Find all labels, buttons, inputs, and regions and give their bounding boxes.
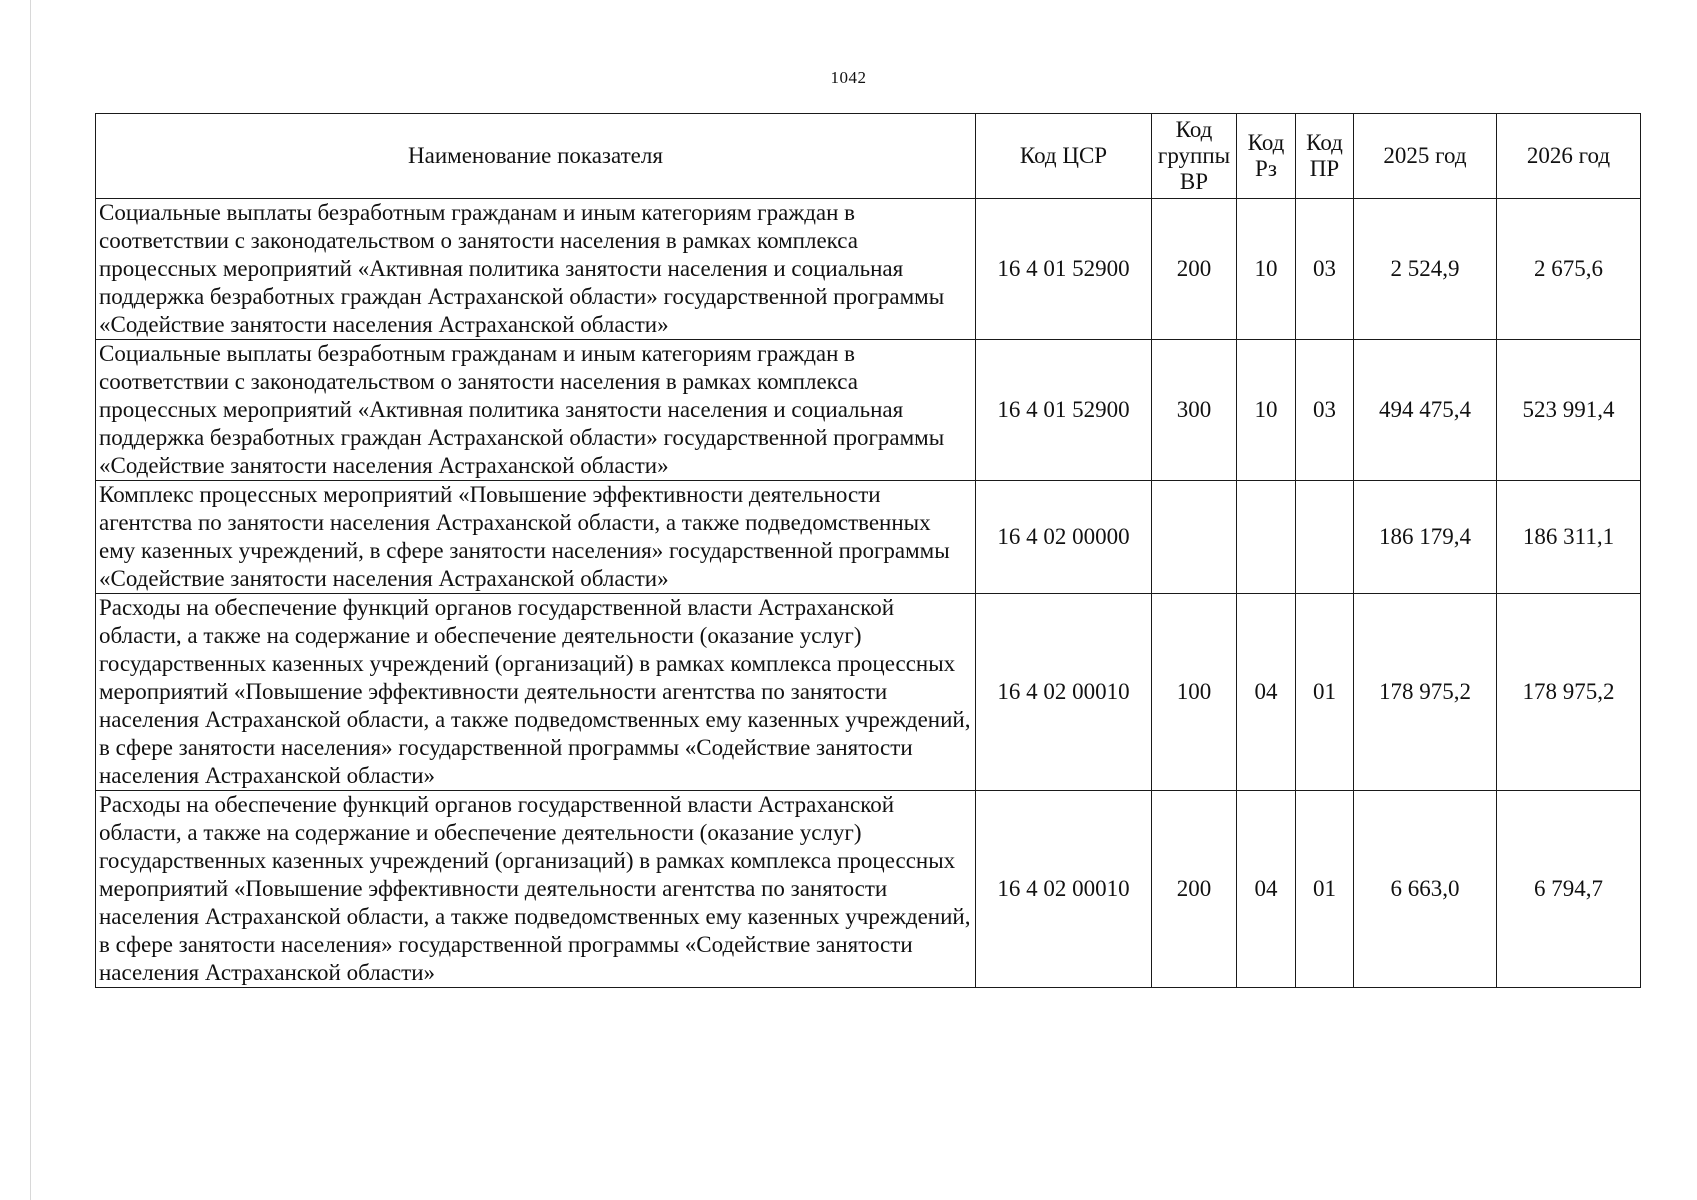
row-rz-code: 10	[1237, 340, 1296, 481]
row-csr-code: 16 4 02 00010	[976, 594, 1152, 791]
budget-table	[95, 113, 1641, 988]
row-amount-2025: 178 975,2	[1354, 594, 1497, 791]
row-amount-2025: 494 475,4	[1354, 340, 1497, 481]
row-rz-code: 10	[1237, 199, 1296, 340]
row-name: Расходы на обеспечение функций органов государственной власти Астраханской области, а также на содержание и обеспечение деятельности (оказание услуг) государственных казенных учреждений (организаций) в рамках комплекса процессных мероприятий «Повышение эффективности деятельности агентства по занятости населения Астраханской области, а также подведомственных ему казенных учреждений, в сфере занятости населения» государственной программы «Содействие занятости населения Астраханской области»	[96, 791, 976, 988]
row-amount-2026: 2 675,6	[1497, 199, 1641, 340]
header-rz-code: Код Рз	[1237, 114, 1296, 199]
header-year-2025: 2025 год	[1354, 114, 1497, 199]
row-vr-code	[1152, 481, 1237, 594]
table-row	[96, 481, 1641, 594]
row-amount-2026: 178 975,2	[1497, 594, 1641, 791]
row-csr-code: 16 4 01 52900	[976, 340, 1152, 481]
row-amount-2025: 186 179,4	[1354, 481, 1497, 594]
row-name: Социальные выплаты безработным гражданам и иным категориям граждан в соответствии с законодательством о занятости населения в рамках комплекса процессных мероприятий «Активная политика занятости населения и социальная поддержка безработных граждан Астраханской области» государственной программы «Содействие занятости населения Астраханской области»	[96, 199, 976, 340]
row-vr-code: 300	[1152, 340, 1237, 481]
row-amount-2026: 6 794,7	[1497, 791, 1641, 988]
row-pr-code: 01	[1296, 791, 1354, 988]
row-name: Социальные выплаты безработным гражданам и иным категориям граждан в соответствии с законодательством о занятости населения в рамках комплекса процессных мероприятий «Активная политика занятости населения и социальная поддержка безработных граждан Астраханской области» государственной программы «Содействие занятости населения Астраханской области»	[96, 340, 976, 481]
row-vr-code: 200	[1152, 791, 1237, 988]
table-row	[96, 791, 1641, 988]
row-amount-2025: 6 663,0	[1354, 791, 1497, 988]
row-csr-code: 16 4 01 52900	[976, 199, 1152, 340]
scan-edge-line	[30, 0, 31, 1200]
row-amount-2026: 186 311,1	[1497, 481, 1641, 594]
row-amount-2025: 2 524,9	[1354, 199, 1497, 340]
header-csr-code: Код ЦСР	[976, 114, 1152, 199]
header-pr-code: Код ПР	[1296, 114, 1354, 199]
table-row	[96, 199, 1641, 340]
row-rz-code	[1237, 481, 1296, 594]
header-vr-code: Код группы ВР	[1152, 114, 1237, 199]
row-rz-code: 04	[1237, 594, 1296, 791]
table-header-row	[96, 114, 1641, 199]
row-vr-code: 200	[1152, 199, 1237, 340]
header-year-2026: 2026 год	[1497, 114, 1641, 199]
table-row	[96, 594, 1641, 791]
row-csr-code: 16 4 02 00000	[976, 481, 1152, 594]
row-rz-code: 04	[1237, 791, 1296, 988]
row-pr-code: 01	[1296, 594, 1354, 791]
row-vr-code: 100	[1152, 594, 1237, 791]
row-pr-code: 03	[1296, 199, 1354, 340]
row-csr-code: 16 4 02 00010	[976, 791, 1152, 988]
row-pr-code	[1296, 481, 1354, 594]
row-name: Комплекс процессных мероприятий «Повышение эффективности деятельности агентства по занятости населения Астраханской области, а также подведомственных ему казенных учреждений, в сфере занятости населения» государственной программы «Содействие занятости населения Астраханской области»	[96, 481, 976, 594]
header-name: Наименование показателя	[96, 114, 976, 199]
row-pr-code: 03	[1296, 340, 1354, 481]
table-row	[96, 340, 1641, 481]
row-name: Расходы на обеспечение функций органов государственной власти Астраханской области, а также на содержание и обеспечение деятельности (оказание услуг) государственных казенных учреждений (организаций) в рамках комплекса процессных мероприятий «Повышение эффективности деятельности агентства по занятости населения Астраханской области, а также подведомственных ему казенных учреждений, в сфере занятости населения» государственной программы «Содействие занятости населения Астраханской области»	[96, 594, 976, 791]
row-amount-2026: 523 991,4	[1497, 340, 1641, 481]
page-number: 1042	[830, 68, 867, 87]
